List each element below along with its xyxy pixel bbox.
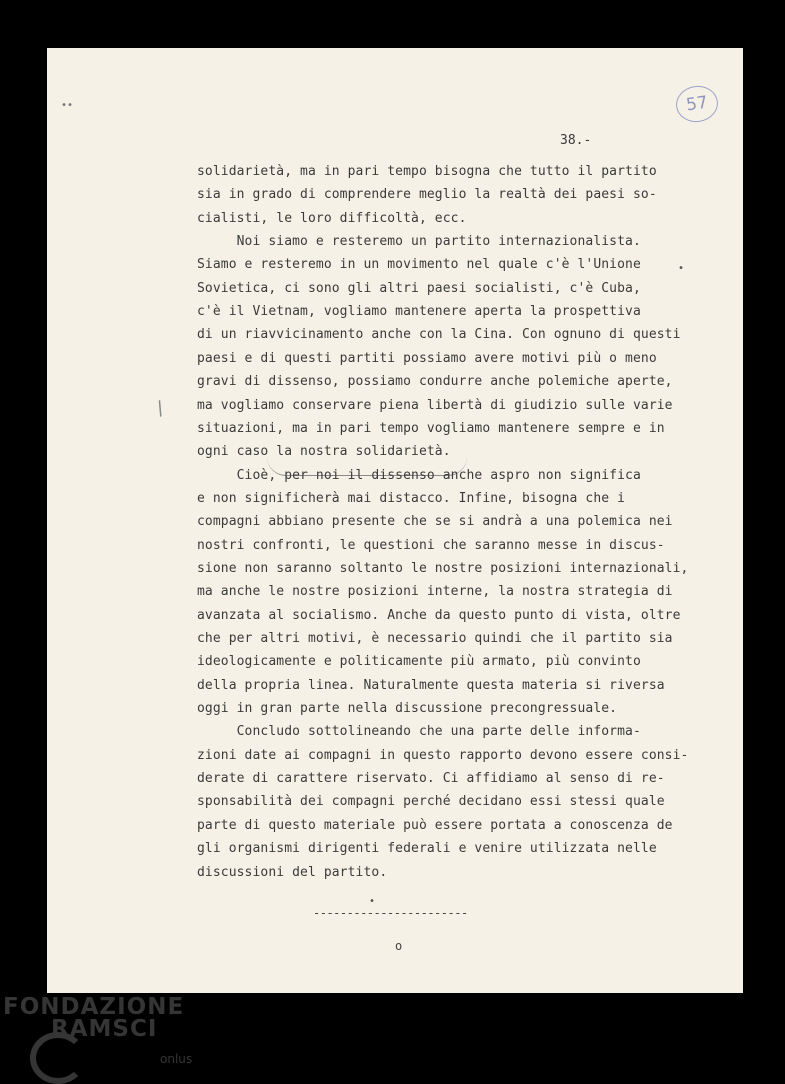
text-line: oggi in gran parte nella discussione precongressuale. (197, 701, 618, 717)
page-number: 38.- (560, 133, 592, 148)
logo-line-2: RAMSCI (51, 1016, 158, 1042)
text-line: sponsabilità dei compagni perché decidano essi stessi quale (197, 794, 665, 810)
text-line: Sovietica, ci sono gli altri paesi socialisti, c'è Cuba, (197, 280, 641, 296)
text-line: solidarietà, ma in pari tempo bisogna che tutto il partito (197, 164, 657, 179)
text-line: ideologicamente e politicamente più armato, più convinto (197, 654, 641, 670)
text-line: della propria linea. Naturalmente questa materia si riversa (197, 677, 665, 693)
logo-onlus: onlus (160, 1052, 193, 1066)
text-line: derate di carattere riservato. Ci affidiamo al senso di re- (197, 771, 665, 787)
text-line: cialisti, le loro difficoltà, ecc. (197, 210, 467, 226)
text-line: c'è il Vietnam, vogliamo mantenere aperta la prospettiva (197, 304, 641, 320)
stray-dot: • (678, 263, 685, 274)
text-line: zioni date ai compagni in questo rapporto devono essere consi- (197, 747, 689, 763)
text-line: gravi di dissenso, possiamo condurre anche polemiche aperte, (197, 374, 673, 390)
text-line: Noi siamo e resteremo un partito internazionalista. (197, 234, 641, 250)
document-page (47, 48, 743, 993)
text-line: ma anche le nostre posizioni interne, la nostra strategia di (197, 584, 673, 600)
text-line: avanzata al socialismo. Anche da questo punto di vista, oltre (197, 607, 681, 623)
logo-line-1: FONDAZIONE (3, 994, 185, 1020)
text-line: sia in grado di comprendere meglio la realtà dei paesi so- (197, 187, 657, 203)
text-line: che per altri motivi, è necessario quindi che il partito sia (197, 631, 673, 646)
text-line: nostri confronti, le questioni che saranno messe in discus- (197, 537, 665, 553)
text-line: gli organismi dirigenti federali e venire utilizzata nelle (197, 841, 657, 857)
text-line: situazioni, ma in pari tempo vogliamo mantenere sempre e in (197, 420, 665, 436)
text-line: Concludo sottolineando che una parte delle informa- (197, 724, 641, 740)
text-line: ogni caso la nostra solidarietà. (197, 444, 451, 460)
text-line: sione non saranno soltanto le nostre posizioni internazionali, (197, 560, 689, 576)
text-line: compagni abbiano presente che se si andrà a una polemica nei (197, 514, 673, 530)
text-line: di un riavvicinamento anche con la Cina. Con ognuno di questi (197, 327, 681, 343)
fondazione-gramsci-logo (3, 994, 184, 1042)
margin-mark: •• (61, 100, 74, 111)
stray-dot: • (369, 896, 376, 907)
archive-stamp: 57 (674, 83, 721, 124)
text-line: discussioni del partito. (197, 864, 388, 880)
text-line: e non significherà mai distacco. Infine, bisogna che i (197, 490, 626, 506)
text-line: paesi e di questi partiti possiamo avere motivi più o meno (197, 350, 657, 366)
text-line: ma vogliamo conservare piena libertà di giudizio sulle varie (197, 397, 673, 413)
separator-line: ----------------------- (313, 906, 468, 920)
text-line: Cioè, per noi il dissenso anche aspro non significa (197, 467, 641, 483)
pencil-tick-mark: / (150, 396, 171, 421)
end-mark: o (395, 939, 403, 953)
logo-g-mark (30, 1032, 86, 1084)
text-line: parte di questo materiale può essere portata a conoscenza de (197, 817, 673, 833)
text-line: Siamo e resteremo in un movimento nel quale c'è l'Unione (197, 257, 641, 273)
